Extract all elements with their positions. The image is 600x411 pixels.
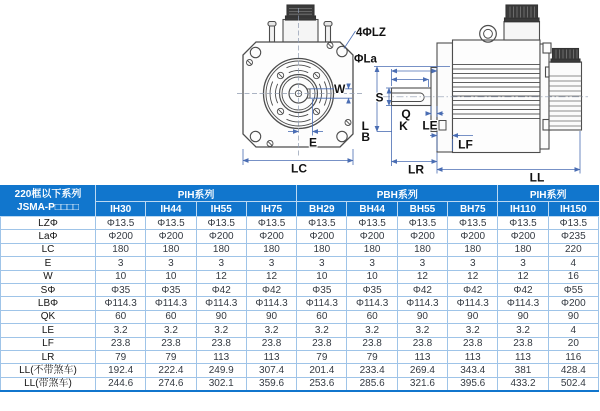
spec-row: [1, 364, 599, 377]
spec-value-cell: 3.2: [96, 324, 146, 337]
spec-value-cell: 253.6: [297, 377, 347, 391]
model-header: IH30: [96, 202, 146, 217]
spec-value-cell: 4: [548, 324, 598, 337]
mounting-pin-right: [324, 22, 332, 43]
spec-value-cell: 3.2: [297, 324, 347, 337]
spec-value-cell: 10: [347, 270, 397, 283]
spec-value-cell: 90: [246, 310, 296, 323]
spec-row-label: LC: [1, 243, 96, 256]
dim-label-la: ΦLa: [354, 53, 377, 66]
spec-value-cell: 116: [548, 350, 598, 363]
spec-value-cell: Φ35: [96, 283, 146, 296]
spec-value-cell: 343.4: [448, 364, 498, 377]
spec-value-cell: 23.8: [397, 337, 447, 350]
spec-row-label: SΦ: [1, 283, 96, 296]
spec-row-label: LZΦ: [1, 217, 96, 230]
spec-value-cell: 359.6: [246, 377, 296, 391]
spec-value-cell: 79: [297, 350, 347, 363]
model-header: IH150: [548, 202, 598, 217]
spec-value-cell: Φ13.5: [397, 217, 447, 230]
spec-row-label: E: [1, 257, 96, 270]
spec-value-cell: Φ200: [146, 230, 196, 243]
spec-value-cell: Φ42: [196, 283, 246, 296]
model-header: BH55: [397, 202, 447, 217]
spec-value-cell: 180: [246, 243, 296, 256]
spec-value-cell: 233.4: [347, 364, 397, 377]
spec-value-cell: Φ13.5: [498, 217, 548, 230]
spec-table: [0, 185, 599, 392]
spec-value-cell: 12: [397, 270, 447, 283]
spec-value-cell: 180: [146, 243, 196, 256]
spec-value-cell: 180: [498, 243, 548, 256]
spec-value-cell: Φ42: [498, 283, 548, 296]
spec-row-label: LBΦ: [1, 297, 96, 310]
spec-value-cell: 3: [448, 257, 498, 270]
spec-value-cell: 113: [448, 350, 498, 363]
model-header: IH110: [498, 202, 548, 217]
spec-row: [1, 257, 599, 270]
model-header: IH55: [196, 202, 246, 217]
spec-value-cell: 3: [146, 257, 196, 270]
spec-value-cell: 244.6: [96, 377, 146, 391]
spec-value-cell: 307.4: [246, 364, 296, 377]
dim-label-k: K: [399, 119, 408, 133]
spec-value-cell: Φ114.3: [347, 297, 397, 310]
spec-value-cell: 23.8: [498, 337, 548, 350]
spec-value-cell: 3: [297, 257, 347, 270]
spec-value-cell: Φ13.5: [196, 217, 246, 230]
spec-value-cell: 20: [548, 337, 598, 350]
dim-label-lf: LF: [458, 137, 473, 152]
dim-label-w: W: [334, 82, 346, 96]
spec-row-label: LL(带煞车): [1, 377, 96, 391]
spec-value-cell: 90: [448, 310, 498, 323]
spec-value-cell: Φ235: [548, 230, 598, 243]
spec-value-cell: 60: [297, 310, 347, 323]
spec-value-cell: Φ114.3: [498, 297, 548, 310]
model-header: BH75: [448, 202, 498, 217]
spec-value-cell: Φ114.3: [246, 297, 296, 310]
spec-value-cell: 3: [246, 257, 296, 270]
spec-value-cell: 12: [498, 270, 548, 283]
model-header: BH44: [347, 202, 397, 217]
spec-value-cell: 274.6: [146, 377, 196, 391]
spec-value-cell: 3: [498, 257, 548, 270]
spec-value-cell: 113: [498, 350, 548, 363]
spec-value-cell: Φ200: [347, 230, 397, 243]
spec-value-cell: Φ35: [146, 283, 196, 296]
spec-value-cell: 79: [347, 350, 397, 363]
spec-value-cell: Φ35: [347, 283, 397, 296]
corner-header: [1, 186, 96, 217]
spec-value-cell: 113: [246, 350, 296, 363]
spec-value-cell: 192.4: [96, 364, 146, 377]
spec-value-cell: Φ13.5: [246, 217, 296, 230]
spec-row-label: QK: [1, 310, 96, 323]
spec-value-cell: 90: [397, 310, 447, 323]
dim-label-lr: LR: [408, 162, 424, 177]
spec-value-cell: Φ114.3: [397, 297, 447, 310]
front-view-drawing: [243, 5, 353, 147]
spec-value-cell: 60: [96, 310, 146, 323]
spec-value-cell: 249.9: [196, 364, 246, 377]
spec-value-cell: 3.2: [498, 324, 548, 337]
spec-value-cell: 113: [397, 350, 447, 363]
spec-value-cell: 180: [297, 243, 347, 256]
spec-value-cell: Φ13.5: [448, 217, 498, 230]
spec-value-cell: 12: [448, 270, 498, 283]
spec-value-cell: 23.8: [448, 337, 498, 350]
spec-value-cell: 10: [146, 270, 196, 283]
spec-value-cell: 180: [96, 243, 146, 256]
dim-label-s: S: [375, 90, 384, 105]
series-header-pih: PIH系列: [96, 186, 297, 202]
spec-row: [1, 297, 599, 310]
spec-value-cell: Φ114.3: [146, 297, 196, 310]
spec-value-cell: Φ200: [548, 297, 598, 310]
spec-value-cell: 60: [347, 310, 397, 323]
spec-value-cell: 3: [347, 257, 397, 270]
spec-row: [1, 217, 599, 230]
spec-value-cell: 201.4: [297, 364, 347, 377]
spec-value-cell: 3.2: [146, 324, 196, 337]
spec-value-cell: Φ114.3: [448, 297, 498, 310]
dim-label-q: Q: [401, 107, 411, 121]
series-header-pih-large: PIH系列: [498, 186, 599, 202]
spec-value-cell: 90: [548, 310, 598, 323]
spec-value-cell: Φ42: [246, 283, 296, 296]
spec-row: [1, 337, 599, 350]
spec-value-cell: 180: [397, 243, 447, 256]
spec-value-cell: Φ13.5: [347, 217, 397, 230]
spec-value-cell: 3.2: [397, 324, 447, 337]
spec-row: [1, 377, 599, 391]
spec-row: [1, 230, 599, 243]
spec-value-cell: 269.4: [397, 364, 447, 377]
series-header-pbh: PBH系列: [297, 186, 498, 202]
spec-value-cell: 222.4: [146, 364, 196, 377]
spec-value-cell: 10: [297, 270, 347, 283]
spec-value-cell: 381: [498, 364, 548, 377]
spec-value-cell: 60: [146, 310, 196, 323]
spec-value-cell: Φ13.5: [297, 217, 347, 230]
spec-value-cell: 23.8: [246, 337, 296, 350]
spec-value-cell: Φ200: [196, 230, 246, 243]
spec-row: [1, 324, 599, 337]
spec-value-cell: 3.2: [347, 324, 397, 337]
spec-value-cell: Φ200: [297, 230, 347, 243]
spec-value-cell: 428.4: [548, 364, 598, 377]
front-connector: [283, 5, 318, 42]
spec-value-cell: 3: [96, 257, 146, 270]
spec-value-cell: 502.4: [548, 377, 598, 391]
spec-value-cell: 180: [448, 243, 498, 256]
dim-label-l: L: [361, 119, 369, 133]
spec-table-body: [1, 217, 599, 392]
dimension-drawings: [0, 0, 600, 185]
spec-value-cell: 12: [246, 270, 296, 283]
spec-value-cell: 79: [96, 350, 146, 363]
spec-value-cell: Φ13.5: [548, 217, 598, 230]
spec-row: [1, 283, 599, 296]
spec-value-cell: Φ200: [498, 230, 548, 243]
flange-side: [437, 43, 453, 152]
spec-value-cell: Φ42: [397, 283, 447, 296]
spec-value-cell: 3.2: [196, 324, 246, 337]
spec-value-cell: 3: [397, 257, 447, 270]
mounting-pin-left: [268, 22, 276, 43]
power-connector: [504, 5, 540, 40]
spec-value-cell: 285.6: [347, 377, 397, 391]
spec-value-cell: 3.2: [448, 324, 498, 337]
encoder-section: [546, 49, 582, 131]
spec-value-cell: Φ200: [448, 230, 498, 243]
dim-label-b: B: [361, 130, 370, 144]
spec-value-cell: 3.2: [246, 324, 296, 337]
clamp-tab-top: [543, 43, 551, 53]
spec-value-cell: 90: [498, 310, 548, 323]
spec-value-cell: 321.6: [397, 377, 447, 391]
spec-value-cell: Φ114.3: [196, 297, 246, 310]
spec-row-label: LE: [1, 324, 96, 337]
spec-value-cell: Φ200: [397, 230, 447, 243]
spec-row: [1, 310, 599, 323]
spec-table-wrap: [0, 185, 600, 392]
spec-value-cell: Φ114.3: [297, 297, 347, 310]
dim-label-le: LE: [422, 118, 438, 133]
spec-row: [1, 350, 599, 363]
spec-row-label: LL(不带煞车): [1, 364, 96, 377]
spec-value-cell: 180: [196, 243, 246, 256]
spec-row-label: W: [1, 270, 96, 283]
spec-row: [1, 270, 599, 283]
series-header-row: [1, 186, 599, 202]
corner-header-line2: JSMA-P□□□□: [17, 202, 79, 213]
spec-value-cell: Φ200: [246, 230, 296, 243]
dim-label-e: E: [308, 135, 318, 150]
spec-value-cell: 433.2: [498, 377, 548, 391]
spec-value-cell: 4: [548, 257, 598, 270]
spec-value-cell: 220: [548, 243, 598, 256]
spec-value-cell: Φ200: [96, 230, 146, 243]
corner-header-line1: 220框以下系列: [14, 188, 82, 200]
spec-value-cell: 23.8: [297, 337, 347, 350]
spec-value-cell: Φ13.5: [146, 217, 196, 230]
dim-label-ll: LL: [529, 170, 545, 185]
spec-value-cell: 23.8: [347, 337, 397, 350]
spec-value-cell: 180: [347, 243, 397, 256]
spec-value-cell: Φ55: [548, 283, 598, 296]
spec-row-label: LF: [1, 337, 96, 350]
dim-label-lc: LC: [291, 161, 307, 176]
spec-value-cell: Φ114.3: [96, 297, 146, 310]
spec-value-cell: 10: [96, 270, 146, 283]
spec-value-cell: Φ42: [448, 283, 498, 296]
spec-row: [1, 243, 599, 256]
model-header: IH44: [146, 202, 196, 217]
spec-value-cell: 302.1: [196, 377, 246, 391]
side-view-drawing: [392, 5, 582, 153]
model-header: IH75: [246, 202, 296, 217]
spec-value-cell: 23.8: [146, 337, 196, 350]
spec-value-cell: 79: [146, 350, 196, 363]
spec-value-cell: Φ13.5: [96, 217, 146, 230]
spec-value-cell: 23.8: [196, 337, 246, 350]
dim-label-4lz: 4ΦLZ: [356, 27, 386, 39]
spec-value-cell: Φ35: [297, 283, 347, 296]
spec-value-cell: 90: [196, 310, 246, 323]
spec-value-cell: 23.8: [96, 337, 146, 350]
spec-value-cell: 16: [548, 270, 598, 283]
spec-value-cell: 395.6: [448, 377, 498, 391]
spec-value-cell: 3: [196, 257, 246, 270]
spec-row-label: LR: [1, 350, 96, 363]
spec-value-cell: 113: [196, 350, 246, 363]
spec-value-cell: 12: [196, 270, 246, 283]
model-header: BH29: [297, 202, 347, 217]
spec-row-label: LaΦ: [1, 230, 96, 243]
